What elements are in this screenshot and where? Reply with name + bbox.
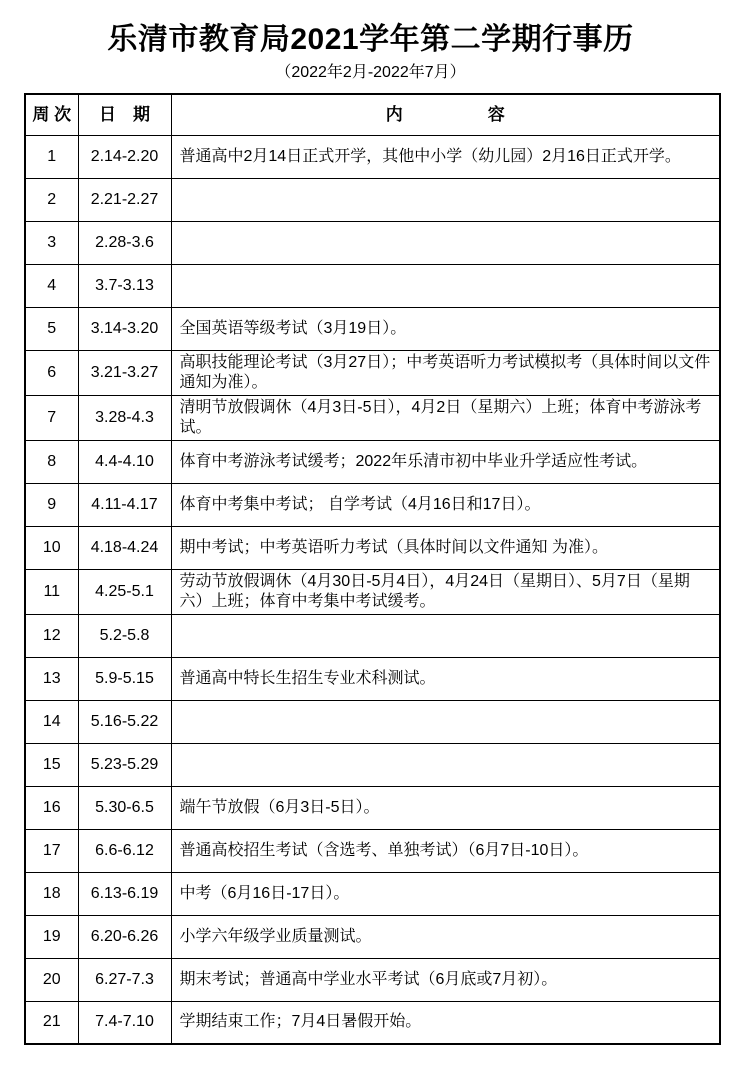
week-number-cell: 9 [25,483,78,526]
content-cell: 端午节放假（6月3日-5日）。 [171,786,720,829]
week-number-cell: 18 [25,872,78,915]
date-range-cell: 3.14-3.20 [78,307,171,350]
content-cell [171,743,720,786]
table-row [25,440,720,483]
date-range-cell: 4.4-4.10 [78,440,171,483]
date-range-cell: 2.14-2.20 [78,135,171,178]
date-range-cell: 4.18-4.24 [78,526,171,569]
date-range-cell: 7.4-7.10 [78,1001,171,1044]
date-range-cell: 5.9-5.15 [78,657,171,700]
schedule-table [24,93,721,1045]
content-cell: 期末考试；普通高中学业水平考试（6月底或7月初）。 [171,958,720,1001]
content-cell [171,700,720,743]
date-range-cell: 4.11-4.17 [78,483,171,526]
table-row [25,614,720,657]
table-row [25,569,720,614]
table-row [25,786,720,829]
table-row [25,483,720,526]
table-row [25,350,720,395]
date-range-cell: 2.28-3.6 [78,221,171,264]
week-number-cell: 14 [25,700,78,743]
week-number-cell: 12 [25,614,78,657]
content-cell [171,264,720,307]
week-number-cell: 13 [25,657,78,700]
week-number-cell: 1 [25,135,78,178]
week-number-cell: 21 [25,1001,78,1044]
date-range-cell: 2.21-2.27 [78,178,171,221]
content-cell: 普通高中特长生招生专业术科测试。 [171,657,720,700]
content-cell: 全国英语等级考试（3月19日）。 [171,307,720,350]
table-row [25,221,720,264]
table-row [25,700,720,743]
table-row [25,915,720,958]
header-date: 日 期 [78,94,171,135]
week-number-cell: 11 [25,569,78,614]
content-cell: 学期结束工作；7月4日暑假开始。 [171,1001,720,1044]
content-cell: 劳动节放假调休（4月30日-5月4日），4月24日（星期日）、5月7日（星期六）上班；体育中考集中考试缓考。 [171,569,720,614]
date-range-cell: 5.23-5.29 [78,743,171,786]
table-row [25,307,720,350]
content-cell: 期中考试；中考英语听力考试（具体时间以文件通知 为准）。 [171,526,720,569]
date-range-cell: 3.7-3.13 [78,264,171,307]
table-row [25,829,720,872]
header-content: 内 容 [171,94,720,135]
content-cell: 体育中考集中考试； 自学考试（4月16日和17日）。 [171,483,720,526]
table-row [25,178,720,221]
content-cell: 普通高校招生考试（含选考、单独考试）（6月7日-10日）。 [171,829,720,872]
page-subtitle: （2022年2月-2022年7月） [275,64,466,81]
content-cell: 体育中考游泳考试缓考；2022年乐清市初中毕业升学适应性考试。 [171,440,720,483]
content-cell: 清明节放假调休（4月3日-5日），4月2日（星期六）上班；体育中考游泳考试。 [171,395,720,440]
week-number-cell: 6 [25,350,78,395]
table-row [25,526,720,569]
table-row [25,264,720,307]
document-page [0,21,741,1088]
date-range-cell: 5.30-6.5 [78,786,171,829]
date-range-cell: 5.2-5.8 [78,614,171,657]
week-number-cell: 4 [25,264,78,307]
page-title: 乐清市教育局2021学年第二学期行事历 [107,23,634,56]
date-range-cell: 6.6-6.12 [78,829,171,872]
week-number-cell: 7 [25,395,78,440]
table-row [25,1001,720,1044]
date-range-cell: 4.25-5.1 [78,569,171,614]
date-range-cell: 6.13-6.19 [78,872,171,915]
table-row [25,395,720,440]
week-number-cell: 17 [25,829,78,872]
content-cell [171,178,720,221]
date-range-cell: 6.20-6.26 [78,915,171,958]
week-number-cell: 5 [25,307,78,350]
header-week: 周 次 [25,94,78,135]
content-cell [171,614,720,657]
table-body [25,135,720,1044]
table-row [25,135,720,178]
week-number-cell: 19 [25,915,78,958]
week-number-cell: 10 [25,526,78,569]
table-row [25,743,720,786]
date-range-cell: 3.21-3.27 [78,350,171,395]
week-number-cell: 3 [25,221,78,264]
content-cell: 小学六年级学业质量测试。 [171,915,720,958]
week-number-cell: 8 [25,440,78,483]
table-row [25,872,720,915]
week-number-cell: 16 [25,786,78,829]
table-row [25,657,720,700]
table-row [25,958,720,1001]
content-cell: 普通高中2月14日正式开学，其他中小学（幼儿园）2月16日正式开学。 [171,135,720,178]
content-cell [171,221,720,264]
table-header-row [25,94,720,135]
week-number-cell: 20 [25,958,78,1001]
date-range-cell: 5.16-5.22 [78,700,171,743]
week-number-cell: 15 [25,743,78,786]
content-cell: 中考（6月16日-17日）。 [171,872,720,915]
week-number-cell: 2 [25,178,78,221]
date-range-cell: 3.28-4.3 [78,395,171,440]
content-cell: 高职技能理论考试（3月27日）；中考英语听力考试模拟考（具体时间以文件通知为准）。 [171,350,720,395]
date-range-cell: 6.27-7.3 [78,958,171,1001]
